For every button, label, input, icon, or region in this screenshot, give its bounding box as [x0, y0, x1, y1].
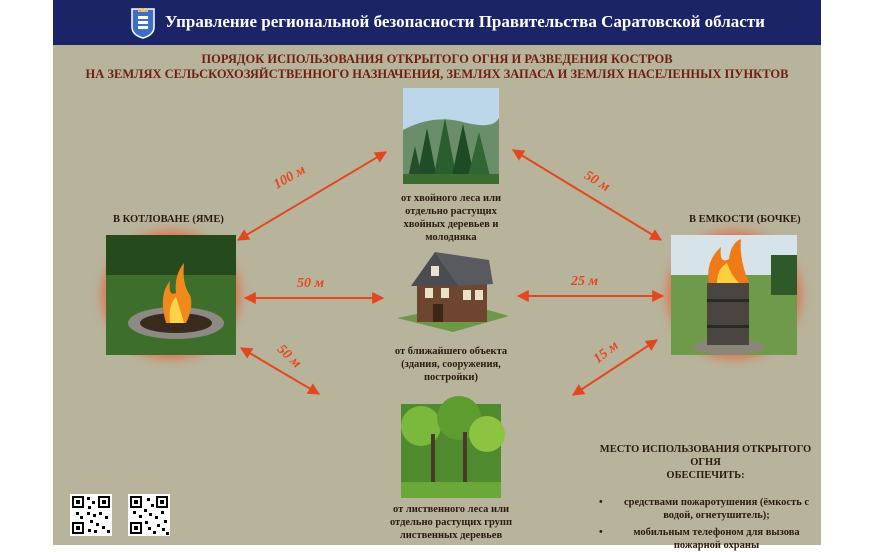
qr-code-icon[interactable] [70, 494, 112, 536]
arrow-barrel-conifer [513, 150, 661, 240]
distance-pit-building: 50 м [297, 276, 325, 291]
deciduous-forest-image [401, 404, 501, 498]
poster-title-line-1: ПОРЯДОК ИСПОЛЬЗОВАНИЯ ОТКРЫТОГО ОГНЯ И РАЗВЕДЕНИЯ КОСТРОВ [201, 52, 673, 66]
bullet-icon: • [599, 527, 603, 538]
conifer-forest-image [403, 88, 499, 184]
distance-pit-conifer: 100 м [271, 162, 309, 193]
safety-note-item: • мобильным телефоном для вызова пожарной охраны [599, 527, 800, 551]
label-pit: В КОТЛОВАНЕ (ЯМЕ) [113, 214, 224, 225]
label-building: от ближайшего объекта (здания, сооружения, постройки) [394, 346, 508, 383]
distance-pit-deciduous: 50 м [273, 341, 304, 372]
building-image [397, 248, 509, 336]
safety-note-item: • средствами пожаротушения (ёмкость с водой, огнетушитель); [599, 497, 810, 521]
distance-barrel-deciduous: 15 м [590, 338, 622, 367]
arrow-pit-conifer [238, 152, 386, 240]
label-barrel: В ЕМКОСТИ (БОЧКЕ) [689, 214, 801, 225]
label-conifer: от хвойного леса или отдельно растущих хвойных деревьев и молодняка [400, 193, 502, 243]
label-deciduous: от лиственного леса или отдельно растущих групп лиственных деревьев [389, 504, 513, 541]
header-title: Управление региональной безопасности Правительства Саратовской области [165, 12, 765, 31]
safety-note [593, 443, 818, 552]
qr-code-icon[interactable] [128, 494, 170, 536]
barrel-fire-image [671, 235, 797, 355]
distance-barrel-building: 25 м [571, 274, 599, 289]
distance-barrel-conifer: 50 м [581, 168, 613, 195]
poster-title-line-2: НА ЗЕМЛЯХ СЕЛЬСКОХОЗЯЙСТВЕННОГО НАЗНАЧЕНИЯ, ЗЕМЛЯХ ЗАПАСА И ЗЕМЛЯХ НАСЕЛЕННЫХ ПУНКТОВ [85, 67, 789, 81]
poster [53, 0, 821, 551]
bullet-icon: • [599, 497, 603, 508]
safety-note-title: МЕСТО ИСПОЛЬЗОВАНИЯ ОТКРЫТОГО ОГНЯ ОБЕСПЕЧИТЬ: [599, 444, 812, 481]
pit-fire-image [106, 235, 236, 355]
